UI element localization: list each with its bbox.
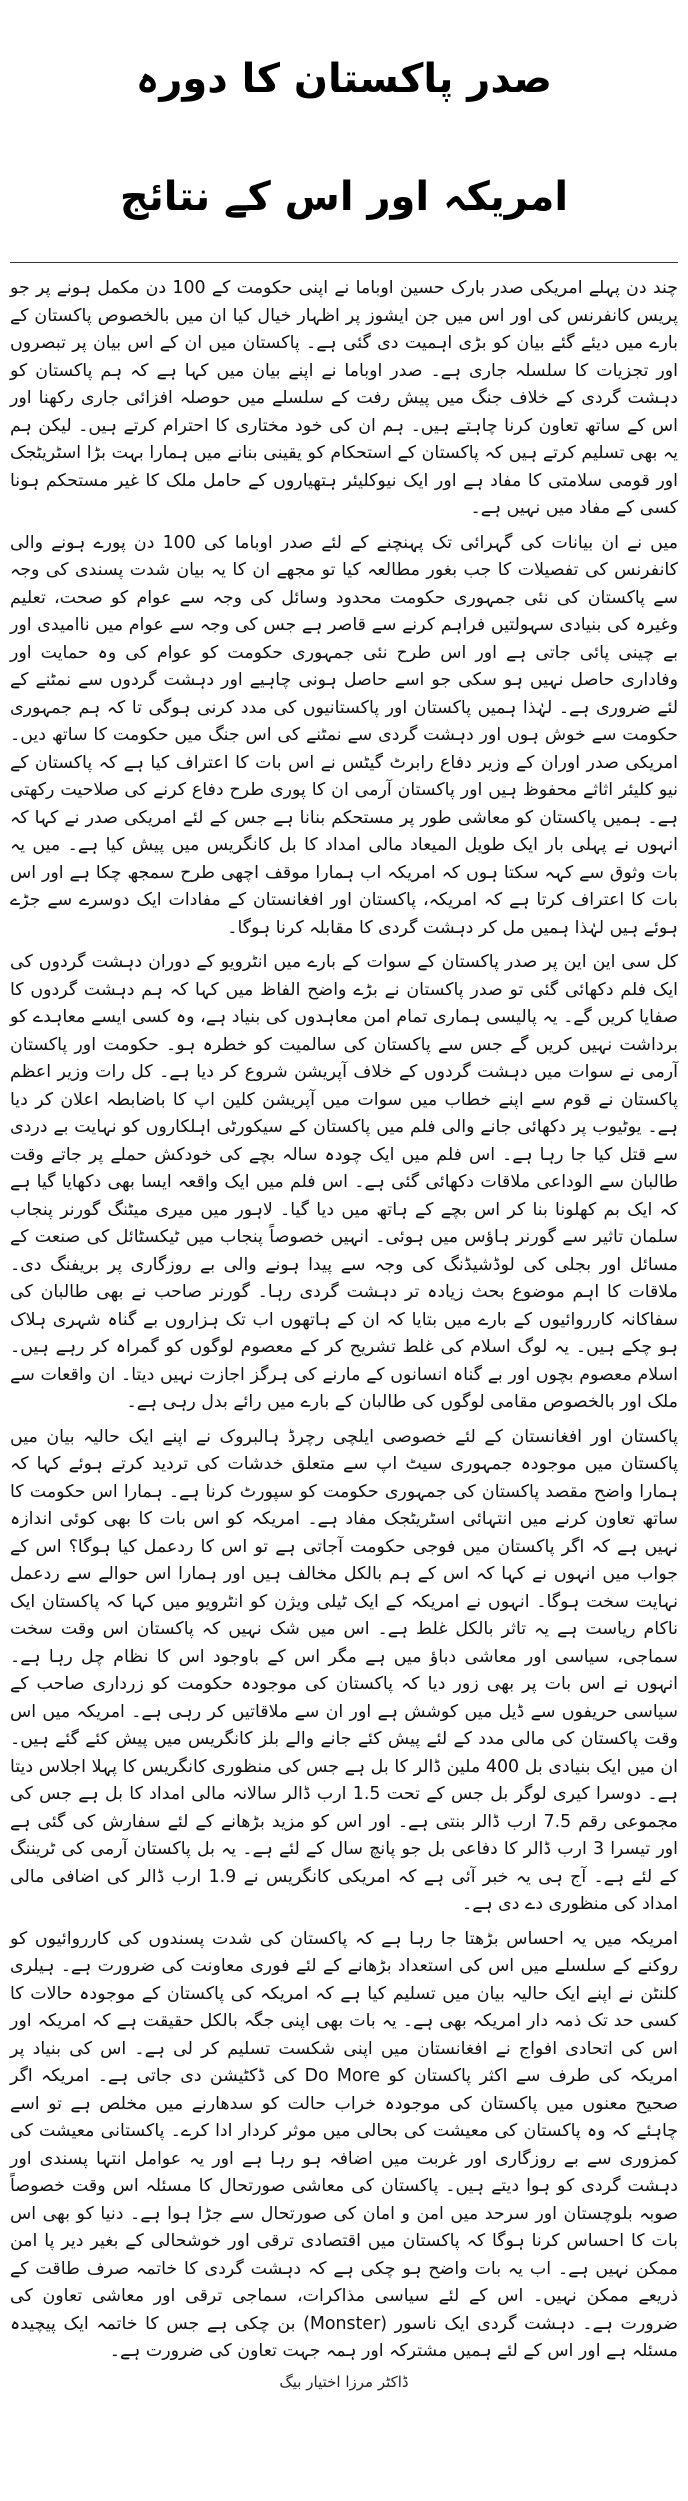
headline-line-1: صدر پاکستان کا دورہ bbox=[135, 56, 553, 102]
paragraph-3: کل سی این این پر صدر پاکستان کے سوات کے بارے میں انٹرویو کے دوران دہشت گردوں کی ایک فلم دکھائی گئی تو صدر پاکستان نے بڑے واضح الفاظ میں کہا کہ ہم دہشت گردوں کا صفایا کریں گے۔ یہ پالیسی ہماری تمام امن معاہدوں کی بنیاد ہے، وہ کسی ایسے معاہدے کو برداشت نہیں کریں گے جس سے پاکستان کی سالمیت کو خطرہ ہو۔ حکومت اور پاکستان آرمی نے سوات میں دہشت گردوں کے خلاف آپریشن شروع کر دیا ہے۔ کل رات وزیر اعظم پاکستان نے قوم سے اپنے خطاب میں سوات میں آپریشن کلین اپ کا باضابطہ اعلان کر دیا ہے۔ یوٹیوب پر دکھائی جانے والی فلم میں پاکستان کے سیکورٹی اہلکاروں کو نہایت بے دردی سے قتل کیا جا رہا ہے۔ اس فلم میں ایک چودہ سالہ بچے کی خودکش حملے پر جاتے وقت طالبان سے الوداعی ملاقات دکھائی گئی ہے۔ اس فلم میں ایک واقعہ ایسا بھی دکھایا گیا ہے کہ ایک بم کھلونا بنا کر اس بچے کے ہاتھ میں دیا گیا۔ لاہور میں میری میٹنگ گورنر پنجاب سلمان تاثیر سے گورنر ہاؤس میں ہوئی۔ انہیں خصوصاً پنجاب میں ٹیکسٹائل کی صنعت کے مسائل اور بجلی کی لوڈشیڈنگ کی وجہ سے پیدا ہونے والی بے روزگاری پر بریفنگ دی۔ ملاقات کا اہم موضوع بحث زیادہ تر دہشت گردی رہا۔ گورنر صاحب نے بھی طالبان کی سفاکانہ کارروائیوں کے بارے میں بتایا کہ ان کے ہاتھوں اب تک ہزاروں بے گناہ شہری ہلاک ہو چکے ہیں۔ یہ لوگ اسلام کی غلط تشریح کر کے معصوم لوگوں کو گمراہ کر رہے ہیں۔ اسلام معصوم بچوں اور بے گناہ انسانوں کے مارنے کی ہرگز اجازت نہیں دیتا۔ ان واقعات سے ملک اور بالخصوص مقامی لوگوں کی طالبان کے بارے میں رائے بدل رہی ہے۔ bbox=[10, 952, 678, 1412]
paragraph-5: امریکہ میں یہ احساس بڑھتا جا رہا ہے کہ پاکستان کی شدت پسندوں کی کارروائیوں کو روکنے کے سلسلے میں اس کی استعداد بڑھانے کے لئے فوری معاونت کی ضرورت ہے۔ ہیلری کلنٹن نے اپنے ایک حالیہ بیان میں تسلیم کیا ہے کہ امریکہ کی پاکستان کے موجودہ حالات کا کسی حد تک ذمہ دار امریکہ بھی ہے۔ یہ بات بھی اپنی جگہ بالکل حقیقت ہے کہ امریکہ اور اس کی اتحادی افواج نے افغانستان میں اپنی شکست تسلیم کر لی ہے۔ اس کی بنیاد پر امریکہ کی طرف سے اکثر پاکستان کو Do More کی ڈکٹیشن دی جاتی ہے۔ امریکہ اگر صحیح معنوں میں پاکستان کی موجودہ خراب حالت کو سدھارنے میں مخلص ہے تو اسے چاہئے کہ وہ پاکستان کی معیشت کی بحالی میں موثر کردار ادا کرے۔ پاکستانی معیشت کی کمزوری سے بے روزگاری اور غربت میں اضافہ ہو رہا ہے اور یہ عوامل انتہا پسندی اور دہشت گردی کو ہوا دیتے ہیں۔ پاکستان کی معاشی صورتحال کا مسئلہ اس وقت خصوصاً صوبہ بلوچستان اور سرحد میں امن و امان کی صورتحال سے جڑا ہوا ہے۔ دنیا کو بھی اس بات کا احساس کرنا ہوگا کہ پاکستان میں اقتصادی ترقی اور خوشحالی کے بغیر دیر پا امن ممکن نہیں ہے۔ اب یہ بات واضح ہو چکی ہے کہ دہشت گردی کا خاتمہ صرف طاقت کے ذریعے ممکن نہیں۔ اس کے لئے سیاسی مذاکرات، سماجی ترقی اور معاشی تعاون کی ضرورت ہے۔ دہشت گردی ایک ناسور (Monster) بن چکی ہے جس کا خاتمہ ایک پیچیدہ مسئلہ ہے اور اس کے لئے ہمیں مشترکہ اور ہمہ جہت تعاون کی ضرورت ہے۔ bbox=[10, 1928, 679, 2361]
author-byline: ڈاکٹر مرزا اختیار بیگ bbox=[279, 2372, 409, 2391]
headline-line-2: امریکہ اور اس کے نتائج bbox=[119, 174, 569, 220]
article-body bbox=[10, 275, 678, 2366]
paragraph-1: چند دن پہلے امریکی صدر بارک حسین اوباما نے اپنی حکومت کے 100 دن مکمل ہونے پر جو پریس کانفرنس کی اور اس میں جن ایشوز پر اظہار خیال کیا ان میں بالخصوص پاکستان کے بارے میں دیئے گئے بیان کو بڑی اہمیت دی گئی ہے۔ پاکستان میں ان کے اس بیان پر تبصروں اور تجزیات کا سلسلہ جاری ہے۔ صدر اوباما نے اپنے بیان میں کہا ہے کہ ہم پاکستان کو دہشت گردی کے خلاف جنگ میں پیش رفت کے سلسلے میں حوصلہ افزائی جاری رکھنا اور اس کے ساتھ تعاون کرنا چاہتے ہیں۔ ہم ان کی خود مختاری کا احترام کرتے ہیں۔ لیکن ہم یہ بھی تسلیم کرتے ہیں کہ پاکستان کے استحکام کو یقینی بنانے میں ہمارا بہت بڑا اسٹریٹجک اور قومی سلامتی کا مفاد ہے اور ایک نیوکلیئر ہتھیاروں کے حامل ملک کا غیر مستحکم ہونا کسی کے مفاد میں نہیں ہے۔ bbox=[10, 278, 678, 518]
paragraph-2: میں نے ان بیانات کی گہرائی تک پہنچنے کے لئے صدر اوباما کی 100 دن پورے ہونے والی کانفرنس کی تفصیلات کا جب بغور مطالعہ کیا تو مجھے ان کا یہ بیان شدت پسندی کی وجہ سے پاکستان کی نئی جمہوری حکومت محدود وسائل کی وجہ سے عوام کو صحت، تعلیم وغیرہ کی بنیادی سہولتیں فراہم کرنے سے قاصر ہے جس کی وجہ سے عوام میں ناامیدی اور بے چینی پائی جاتی ہے اور اس طرح نئی جمہوری حکومت کو عوام کی وہ حمایت اور وفاداری حاصل نہیں ہو سکی جو اسے حاصل ہونی چاہیے اور دہشت گردوں سے نمٹنے کے لئے ضروری ہے۔ لہٰذا ہمیں پاکستان اور پاکستانیوں کی مدد کرنی ہوگی تا کہ ہم جمہوری حکومت سے خوش ہوں اور دہشت گردی سے نمٹنے کی اس جنگ میں حکومت کا ساتھ دیں۔ امریکی صدر اوران کے وزیر دفاع رابرٹ گیٹس نے اس بات کا اعتراف کیا ہے کہ پاکستان کے نیو کلیئر اثاثے محفوظ ہیں اور پاکستان آرمی ان کا پوری طرح دفاع کرنے کی صلاحیت رکھتی ہے۔ ہمیں پاکستان کو معاشی طور پر مستحکم بنانا ہے جس کے لئے امریکی صدر نے کہا کہ انہوں نے پہلی بار ایک طویل المیعاد مالی امداد کا بل کانگریس میں پیش کیا ہے۔ میں یہ بات وثوق سے کہہ سکتا ہوں کہ امریکہ اب ہمارا موقف اچھی طرح سمجھ چکا ہے اور اس بات کا اعتراف کرتا ہے کہ امریکہ، پاکستان اور افغانستان کے مفادات ایک دوسرے سے جڑے ہوئے ہیں لہٰذا ہمیں مل کر دہشت گردی کا مقابلہ کرنا ہوگا۔ bbox=[10, 532, 678, 938]
headline-divider bbox=[10, 262, 678, 263]
headline bbox=[10, 0, 678, 256]
paragraph-4: پاکستان اور افغانستان کے لئے خصوصی ایلچی رچرڈ ہالبروک نے اپنے ایک حالیہ بیان میں پاکستان میں موجودہ جمہوری سیٹ اپ سے متعلق خدشات کی تردید کرتے ہوئے کہا کہ ہمارا واضح مقصد پاکستان کی جمہوری حکومت کو سپورٹ کرنا ہے۔ ہمارا اس حکومت کا ساتھ تعاون کرنے میں انتہائی اسٹریٹجک مفاد ہے۔ امریکہ کو اس بات کا بھی کوئی اندازہ نہیں ہے کہ اگر پاکستان میں فوجی حکومت آجاتی ہے تو اس کا ردعمل کیا ہوگا؟ اس کے جواب میں انہوں نے کہا کہ اس کے ہم بالکل مخالف ہیں اور ہمارا اس حوالے سے ردعمل نہایت سخت ہوگا۔ انہوں نے امریکہ کے ایک ٹیلی ویژن کو انٹرویو میں کہا کہ پاکستان ایک ناکام ریاست ہے یہ تاثر بالکل غلط ہے۔ اس میں شک نہیں کہ پاکستان اس وقت سخت سماجی، سیاسی اور معاشی دباؤ میں ہے مگر اس کے باوجود اس کا نظام چل رہا ہے۔ انہوں نے اس بات پر بھی زور دیا کہ پاکستان کی موجودہ حکومت کو زرداری صاحب کے سیاسی حریفوں سے ڈیل میں کوشش ہے اور ان سے ملاقاتیں کر رہی ہے۔ امریکہ میں اس وقت پاکستان کی مالی مدد کے لئے پیش کئے جانے والے بلز کانگریس میں پیش کئے گئے ہیں۔ ان میں ایک بنیادی بل 400 ملین ڈالر کا بل ہے جس کی منظوری کانگریس کا پہلا اجلاس دیتا ہے۔ دوسرا کیری لوگر بل جس کے تحت 1.5 ارب ڈالر سالانہ مالی امداد کا بل ہے جس کی مجموعی رقم 7.5 ارب ڈالر بنتی ہے۔ اور اس کو مزید بڑھانے کے لئے سفارش کی گئی ہے اور تیسرا 3 ارب ڈالر کا دفاعی بل جو پانچ سال کے لئے ہے۔ یہ بل پاکستان آرمی کی ٹریننگ کے لئے ہے۔ آج ہی یہ خبر آئی ہے کہ امریکی کانگریس نے 1.9 ارب ڈالر کی اضافی مالی امداد کی منظوری دے دی ہے۔ bbox=[10, 1426, 678, 1914]
